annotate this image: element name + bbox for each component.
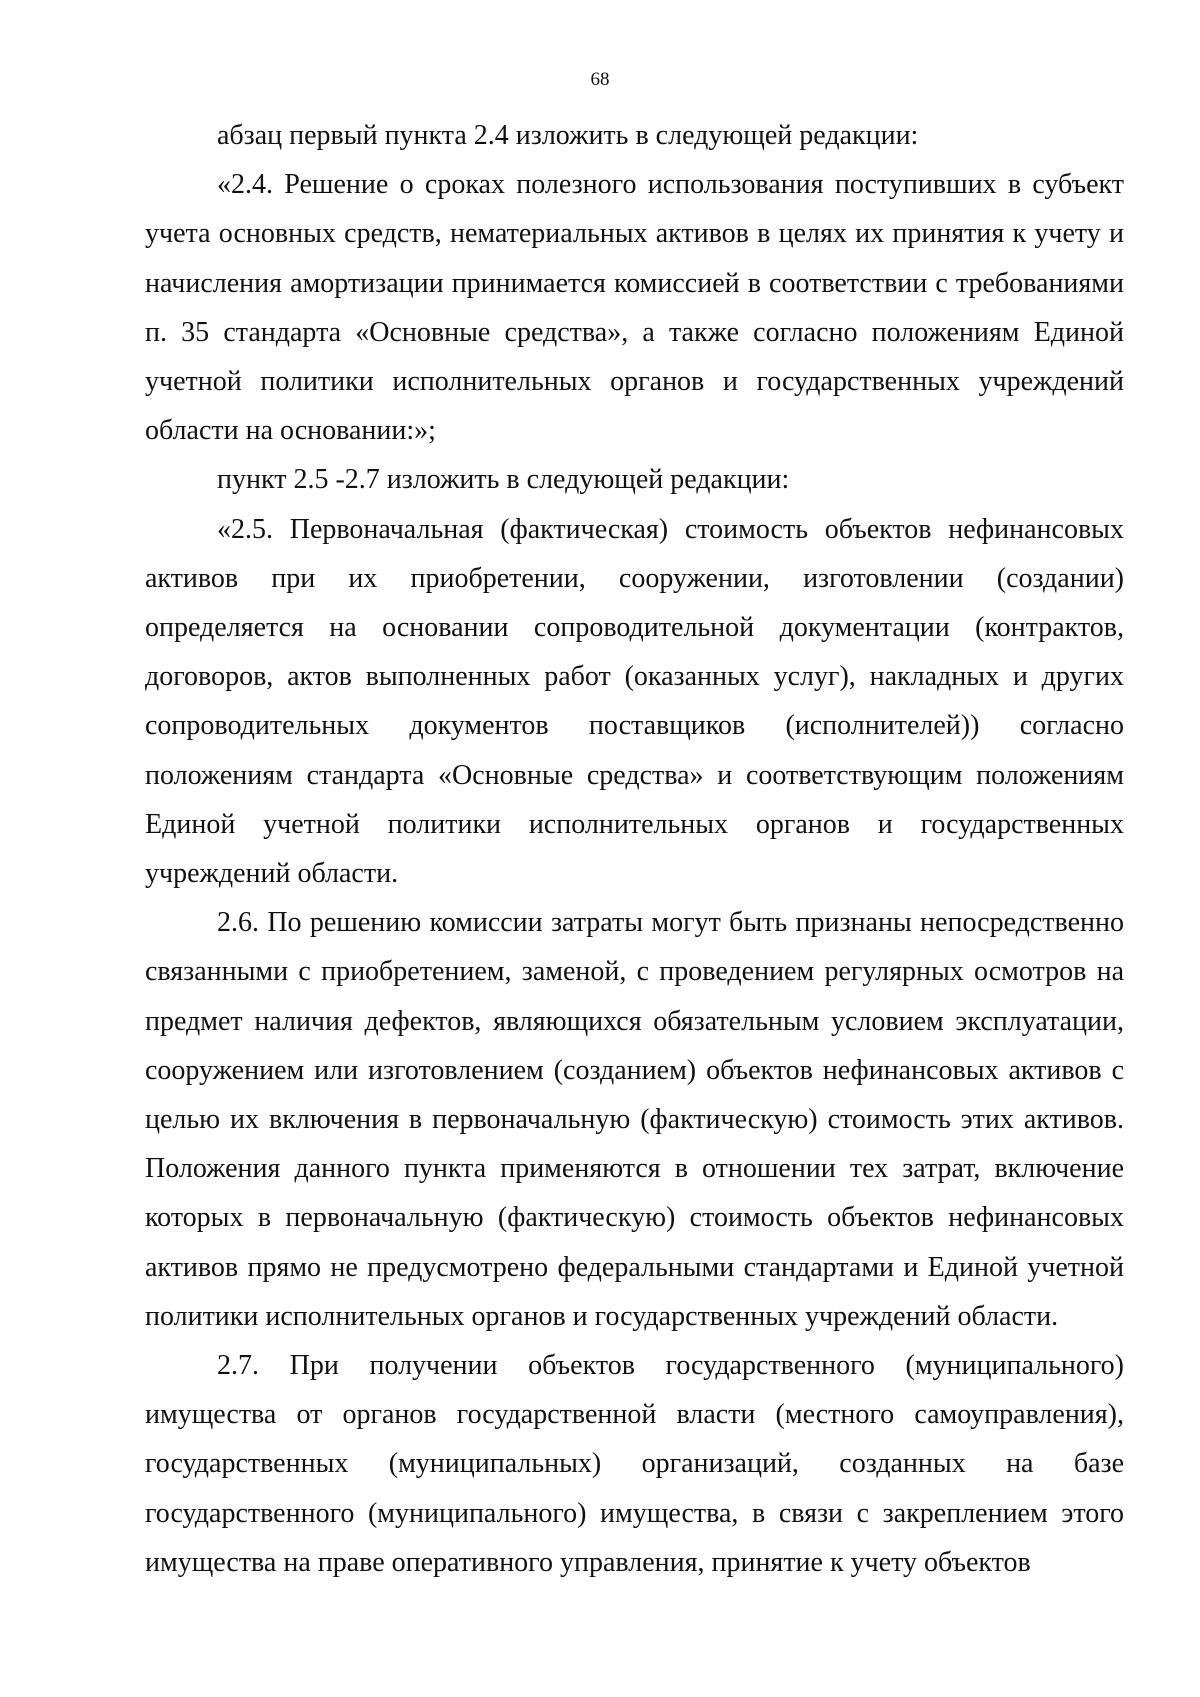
page-number: 68 bbox=[590, 69, 610, 90]
paragraph-amendment-intro-2-5-2-7: пункт 2.5 -2.7 изложить в следующей редакции: bbox=[217, 464, 790, 496]
paragraph-amendment-intro-2-4: абзац первый пункта 2.4 изложить в следующей редакции: bbox=[217, 120, 919, 151]
document-body bbox=[145, 111, 1124, 1587]
paragraph-clause-2-5: «2.5. Первоначальная (фактическая) стоимость объектов нефинансовых активов при их приобретении, сооружении, изготовлении (создании) определяется на основании сопроводительной документации (контрактов, договоров, актов выполненных работ (оказанных услуг), накладных и других сопроводительных документов поставщиков (исполнителей)) согласно положениям стандарта «Основные средства» и соответствующим положениям Единой учетной политики исполнительных органов и государственных учреждений области. bbox=[145, 513, 1124, 890]
paragraph-clause-2-6: 2.6. По решению комиссии затраты могут быть признаны непосредственно связанными с приобретением, заменой, с проведением регулярных осмотров на предмет наличия дефектов, являющихся обязательным условием эксплуатации, сооружением или изготовлением (созданием) объектов нефинансовых активов с целью их включения в первоначальную (фактическую) стоимость этих активов. Положения данного пункта применяются в отношении тех затрат, включение которых в первоначальную (фактическую) стоимость объектов нефинансовых активов прямо не предусмотрено федеральными стандартами и Единой учетной политики исполнительных органов и государственных учреждений области. bbox=[145, 907, 1124, 1332]
paragraph-clause-2-7: 2.7. При получении объектов государственного (муниципального) имущества от органов государственной власти (местного самоуправления), государственных (муниципальных) организаций, созданных на базе государственного (муниципального) имущества, в связи с закреплением этого имущества на праве оперативного управления, принятие к учету объектов bbox=[145, 1350, 1124, 1578]
paragraph-clause-2-4: «2.4. Решение о сроках полезного использования поступивших в субъект учета основных средств, нематериальных активов в целях их принятия к учету и начисления амортизации принимается комиссией в соответствии с требованиями п. 35 стандарта «Основные средства», а также согласно положениям Единой учетной политики исполнительных органов и государственных учреждений области на основании:»; bbox=[145, 169, 1124, 447]
